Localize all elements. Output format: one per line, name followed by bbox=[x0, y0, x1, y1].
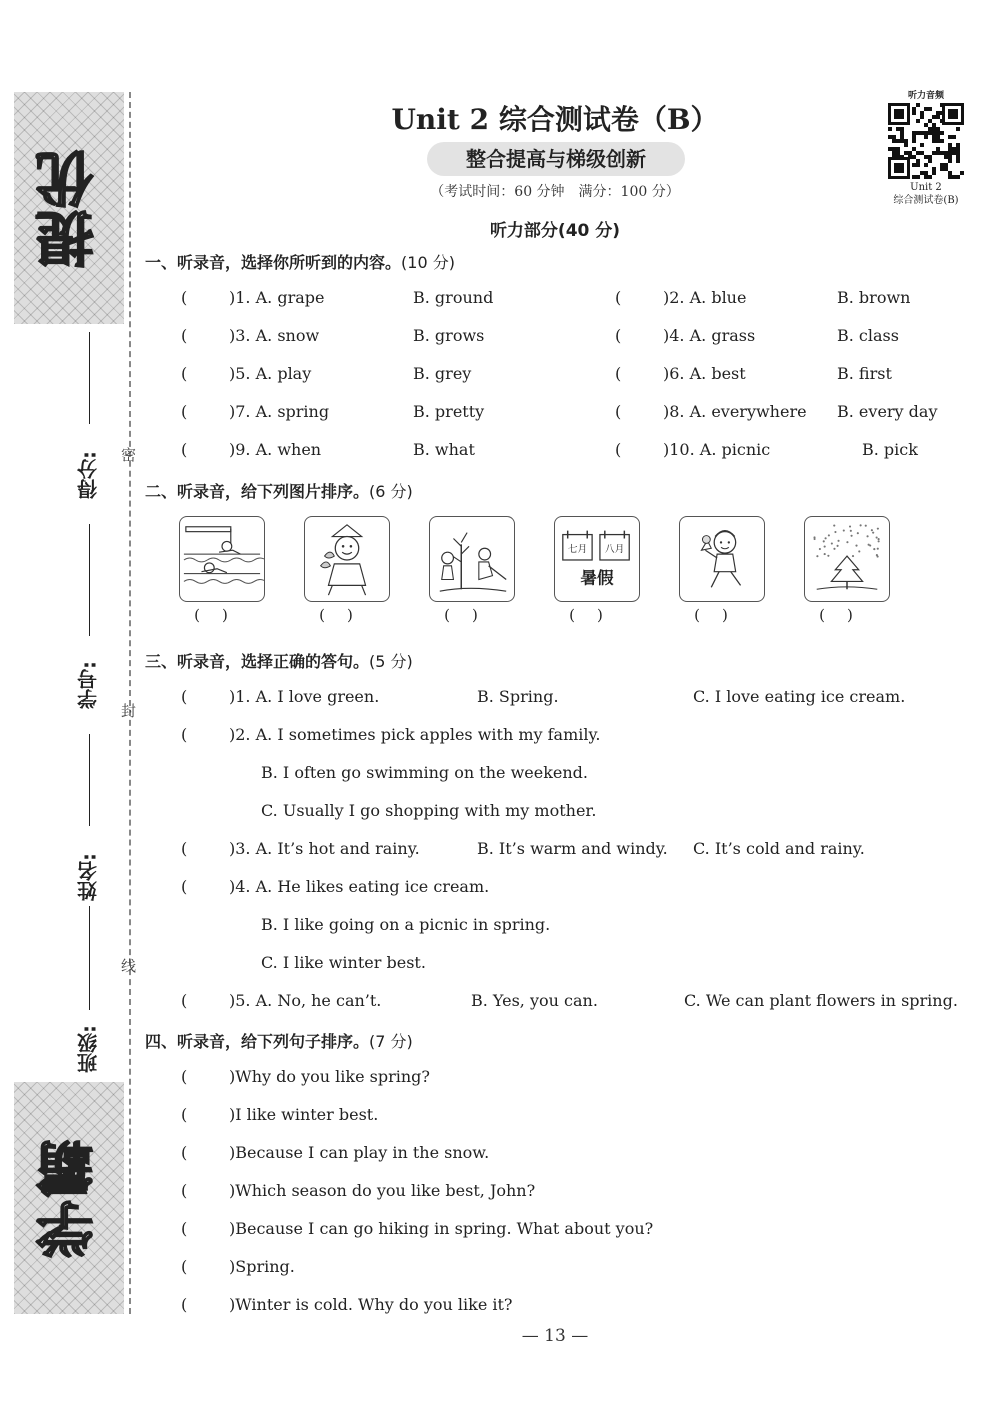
s1-item-2: )2. A. blue bbox=[663, 288, 747, 307]
s1-item-6: )6. A. best bbox=[663, 364, 746, 383]
section1-score: (10 分) bbox=[401, 253, 455, 272]
s4-sentence-1: )Why do you like spring? bbox=[229, 1067, 430, 1086]
s4-answer-blank-7[interactable]: ( bbox=[181, 1295, 188, 1314]
s3-answer-blank-2[interactable]: ( bbox=[181, 725, 188, 744]
s3-q1-a: )1. A. I love green. bbox=[229, 687, 380, 706]
section2-title-text: 二、听录音，给下列图片排序。 bbox=[145, 482, 370, 501]
page-number: — 13 — bbox=[521, 1326, 589, 1346]
s3-answer-blank-4[interactable]: ( bbox=[181, 877, 188, 896]
s1-item-9-b: B. what bbox=[413, 440, 475, 459]
answer-blank-8[interactable]: ( bbox=[615, 402, 622, 421]
calendar-august: 八月 bbox=[604, 544, 625, 556]
s4-sentence-6: )Spring. bbox=[229, 1257, 295, 1276]
s1-item-1-b: B. ground bbox=[413, 288, 494, 307]
picture-blank-1[interactable]: () bbox=[194, 606, 250, 624]
s4-sentence-4: )Which season do you like best, John? bbox=[229, 1181, 536, 1200]
s1-item-5-b: B. grey bbox=[413, 364, 472, 383]
s3-q5-c: C. We can plant flowers in spring. bbox=[684, 991, 958, 1010]
fold-char-feng: 封 bbox=[121, 702, 137, 720]
s3-q5-a: )5. A. No, he can’t. bbox=[229, 991, 382, 1010]
page-title: Unit 2 综合测试卷（B） bbox=[391, 103, 719, 136]
s1-item-3-b: B. grows bbox=[413, 326, 485, 345]
section2-title bbox=[145, 479, 413, 502]
s4-answer-blank-3[interactable]: ( bbox=[181, 1143, 188, 1162]
picture-blank-6[interactable]: () bbox=[819, 606, 875, 624]
s3-answer-blank-5[interactable]: ( bbox=[181, 991, 188, 1010]
s1-item-4-b: B. class bbox=[837, 326, 899, 345]
score-field-line[interactable] bbox=[89, 332, 90, 424]
s4-sentence-5: )Because I can go hiking in spring. What about you? bbox=[229, 1219, 654, 1238]
student-number-field-line[interactable] bbox=[89, 524, 90, 636]
swimming-picture bbox=[179, 516, 265, 602]
band-top-text: 提优 bbox=[35, 148, 104, 268]
section4-title bbox=[145, 1029, 413, 1052]
qr-label: 听力音频 bbox=[907, 91, 944, 101]
answer-blank-3[interactable]: ( bbox=[181, 326, 188, 345]
boy-with-ice-cream-picture bbox=[679, 516, 765, 602]
s3-answer-blank-1[interactable]: ( bbox=[181, 687, 188, 706]
s4-answer-blank-4[interactable]: ( bbox=[181, 1181, 188, 1200]
s1-item-8-b: B. every day bbox=[837, 402, 938, 421]
class-field-label: 班级: bbox=[76, 1025, 101, 1073]
s3-q1-b: B. Spring. bbox=[477, 687, 559, 706]
answer-blank-6[interactable]: ( bbox=[615, 364, 622, 383]
section3-score: (5 分) bbox=[369, 652, 413, 671]
s3-q3-c: C. It’s cold and rainy. bbox=[693, 839, 865, 858]
answer-blank-5[interactable]: ( bbox=[181, 364, 188, 383]
s3-q2-b: B. I often go swimming on the weekend. bbox=[261, 763, 588, 782]
s4-answer-blank-1[interactable]: ( bbox=[181, 1067, 188, 1086]
s1-item-5: )5. A. play bbox=[229, 364, 312, 383]
s3-q4-b: B. I like going on a picnic in spring. bbox=[261, 915, 551, 934]
s1-item-10: )10. A. picnic bbox=[663, 440, 771, 459]
s4-answer-blank-5[interactable]: ( bbox=[181, 1219, 188, 1238]
summer-holiday-caption: 暑假 bbox=[580, 568, 614, 588]
section3-title-text: 三、听录音，选择正确的答句。 bbox=[145, 652, 370, 671]
boy-with-leaves-picture bbox=[304, 516, 390, 602]
s1-item-7: )7. A. spring bbox=[229, 402, 330, 421]
s1-item-9: )9. A. when bbox=[229, 440, 322, 459]
s1-item-7-b: B. pretty bbox=[413, 402, 485, 421]
s1-item-10-b: B. pick bbox=[862, 440, 918, 459]
s4-sentence-7: )Winter is cold. Why do you like it? bbox=[229, 1295, 513, 1314]
s1-item-2-b: B. brown bbox=[837, 288, 911, 307]
picture-blank-4[interactable]: () bbox=[569, 606, 625, 624]
picture-blank-5[interactable]: () bbox=[694, 606, 750, 624]
s1-item-4: )4. A. grass bbox=[663, 326, 756, 345]
answer-blank-1[interactable]: ( bbox=[181, 288, 188, 307]
listening-heading: 听力部分(40 分) bbox=[489, 221, 621, 241]
score-field-label: 得分: bbox=[76, 451, 101, 499]
s4-sentence-2: )I like winter best. bbox=[229, 1105, 379, 1124]
s1-item-1: )1. A. grape bbox=[229, 288, 325, 307]
picture-blank-3[interactable]: () bbox=[444, 606, 500, 624]
s1-item-8: )8. A. everywhere bbox=[663, 402, 807, 421]
section3-title bbox=[145, 649, 413, 672]
qr-caption-test: 综合测试卷(B) bbox=[893, 195, 959, 206]
planting-trees-picture bbox=[429, 516, 515, 602]
s3-q3-b: B. It’s warm and windy. bbox=[477, 839, 668, 858]
s3-q4-c: C. I like winter best. bbox=[261, 953, 426, 972]
s3-q5-b: B. Yes, you can. bbox=[471, 991, 598, 1010]
answer-blank-9[interactable]: ( bbox=[181, 440, 188, 459]
s3-q2-a: )2. A. I sometimes pick apples with my family. bbox=[229, 725, 601, 744]
page-subtitle: 整合提高与梯级创新 bbox=[427, 142, 685, 176]
s1-item-3: )3. A. snow bbox=[229, 326, 320, 345]
qr-code-icon[interactable] bbox=[886, 101, 966, 181]
decorative-band-top bbox=[14, 92, 124, 324]
name-field-label: 姓名: bbox=[76, 853, 101, 901]
section1-title-text: 一、听录音，选择你所听到的内容。 bbox=[145, 253, 402, 272]
qr-caption bbox=[876, 181, 976, 207]
picture-blank-2[interactable]: () bbox=[319, 606, 375, 624]
summer-holiday-calendar-picture bbox=[554, 516, 640, 602]
decorative-band-bottom bbox=[14, 1082, 124, 1314]
s4-answer-blank-2[interactable]: ( bbox=[181, 1105, 188, 1124]
answer-blank-4[interactable]: ( bbox=[615, 326, 622, 345]
answer-blank-10[interactable]: ( bbox=[615, 440, 622, 459]
s1-item-6-b: B. first bbox=[837, 364, 892, 383]
qr-caption-unit: Unit 2 bbox=[910, 182, 942, 193]
class-field-line[interactable] bbox=[89, 906, 90, 1010]
calendar-july: 七月 bbox=[567, 544, 588, 556]
student-number-field-label: 学号: bbox=[76, 661, 101, 709]
section2-score: (6 分) bbox=[369, 482, 413, 501]
section4-score: (7 分) bbox=[369, 1032, 413, 1051]
s4-sentence-3: )Because I can play in the snow. bbox=[229, 1143, 490, 1162]
band-bottom-text: 学霸 bbox=[35, 1138, 104, 1258]
answer-blank-7[interactable]: ( bbox=[181, 402, 188, 421]
snowy-tree-picture bbox=[804, 516, 890, 602]
fold-char-mi: 密 bbox=[121, 446, 137, 464]
answer-blank-2[interactable]: ( bbox=[615, 288, 622, 307]
fold-char-xian: 线 bbox=[121, 957, 137, 975]
section1-title bbox=[145, 250, 455, 273]
exam-info: （考试时间：60 分钟 满分：100 分） bbox=[430, 184, 680, 200]
name-field-line[interactable] bbox=[89, 734, 90, 826]
s3-answer-blank-3[interactable]: ( bbox=[181, 839, 188, 858]
s4-answer-blank-6[interactable]: ( bbox=[181, 1257, 188, 1276]
s3-q3-a: )3. A. It’s hot and rainy. bbox=[229, 839, 420, 858]
s3-q2-c: C. Usually I go shopping with my mother. bbox=[261, 801, 597, 820]
section4-title-text: 四、听录音，给下列句子排序。 bbox=[145, 1032, 370, 1051]
s3-q4-a: )4. A. He likes eating ice cream. bbox=[229, 877, 490, 896]
s3-q1-c: C. I love eating ice cream. bbox=[693, 687, 906, 706]
